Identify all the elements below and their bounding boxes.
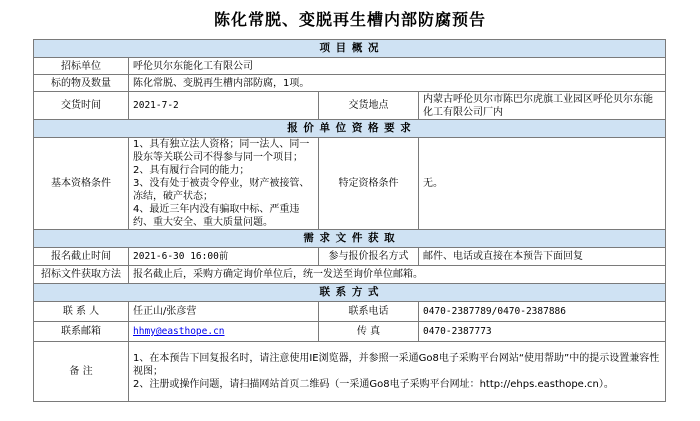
list-item: 3、没有处于被责令停业，财产被接管、冻结，破产状态；: [133, 178, 310, 202]
obtain-method-value: 报名截止后，采购方确定询价单位后，统一发送至询价单位邮箱。: [129, 266, 666, 284]
basic-qualification-list: [129, 138, 319, 230]
list-item: 1、具有独立法人资格；同一法人、同一股东等关联公司不得参与同一个项目；: [133, 139, 310, 163]
deadline-value: 2021-6-30 16:00前: [129, 248, 319, 266]
table-row: [34, 58, 666, 75]
contact-person-label: 联 系 人: [34, 302, 129, 322]
list-item: 2、注册或操作问题，请扫描网站首页二维码（一采通Go8电子采购平台网址：http://ehps.easthope.cn）。: [133, 379, 614, 390]
section-qualification-row: [34, 120, 666, 138]
table-row: [34, 322, 666, 342]
special-qualification-value: 无。: [419, 138, 666, 230]
unit-label: 招标单位: [34, 58, 129, 75]
goods-value: 陈化常脱、变脱再生槽内部防腐，1项。: [129, 75, 666, 92]
page-title: 陈化常脱、变脱再生槽内部防腐预告: [213, 9, 486, 29]
fax-label: 传 真: [319, 322, 419, 342]
table-row: [34, 342, 666, 402]
remarks-list: [129, 342, 666, 402]
section-overview-row: [34, 40, 666, 58]
delivery-time-value: 2021-7-2: [129, 92, 319, 120]
remarks-label: 备 注: [34, 342, 129, 402]
section-header-docs: 需 求 文 件 获 取: [34, 230, 666, 248]
special-qualification-label: 特定资格条件: [319, 138, 419, 230]
section-header-qualification: 报 价 单 位 资 格 要 求: [34, 120, 666, 138]
obtain-method-label: 招标文件获取方法: [34, 266, 129, 284]
contact-phone-value: 0470-2387789/0470-2387886: [419, 302, 666, 322]
table-row: [34, 266, 666, 284]
section-header-contact: 联 系 方 式: [34, 284, 666, 302]
delivery-place-label: 交货地点: [319, 92, 419, 120]
table-row: [34, 302, 666, 322]
basic-qualification-label: 基本资格条件: [34, 138, 129, 230]
unit-value: 呼伦贝尔东能化工有限公司: [129, 58, 666, 75]
signup-method-label: 参与报价报名方式: [319, 248, 419, 266]
table-row: [34, 248, 666, 266]
table-row: [34, 75, 666, 92]
goods-label: 标的物及数量: [34, 75, 129, 92]
delivery-time-label: 交货时间: [34, 92, 129, 120]
contact-email-label: 联系邮箱: [34, 322, 129, 342]
contact-email-link[interactable]: hhmy@easthope.cn: [133, 326, 225, 337]
contact-phone-label: 联系电话: [319, 302, 419, 322]
list-item: 4、最近三年内没有骗取中标、严重违约、重大安全、重大质量问题。: [133, 204, 300, 228]
signup-method-value: 邮件、电话或直接在本预告下面回复: [419, 248, 666, 266]
list-item: 2、具有履行合同的能力；: [133, 165, 250, 176]
contact-email-cell: [129, 322, 319, 342]
section-contact-row: [34, 284, 666, 302]
section-docs-row: [34, 230, 666, 248]
table-row: [34, 92, 666, 120]
section-header-overview: 项 目 概 况: [34, 40, 666, 58]
fax-value: 0470-2387773: [419, 322, 666, 342]
notice-table: [33, 39, 666, 402]
contact-person-value: 任正山/张彦营: [129, 302, 319, 322]
deadline-label: 报名截止时间: [34, 248, 129, 266]
list-item: 1、在本预告下回复报名时，请注意使用IE浏览器，并参照一采通Go8电子采购平台网站“使用帮助”中的提示设置兼容性视图；: [133, 353, 660, 377]
table-row: [34, 138, 666, 230]
delivery-place-value: 内蒙古呼伦贝尔市陈巴尔虎旗工业园区呼伦贝尔东能化工有限公司厂内: [419, 92, 666, 120]
